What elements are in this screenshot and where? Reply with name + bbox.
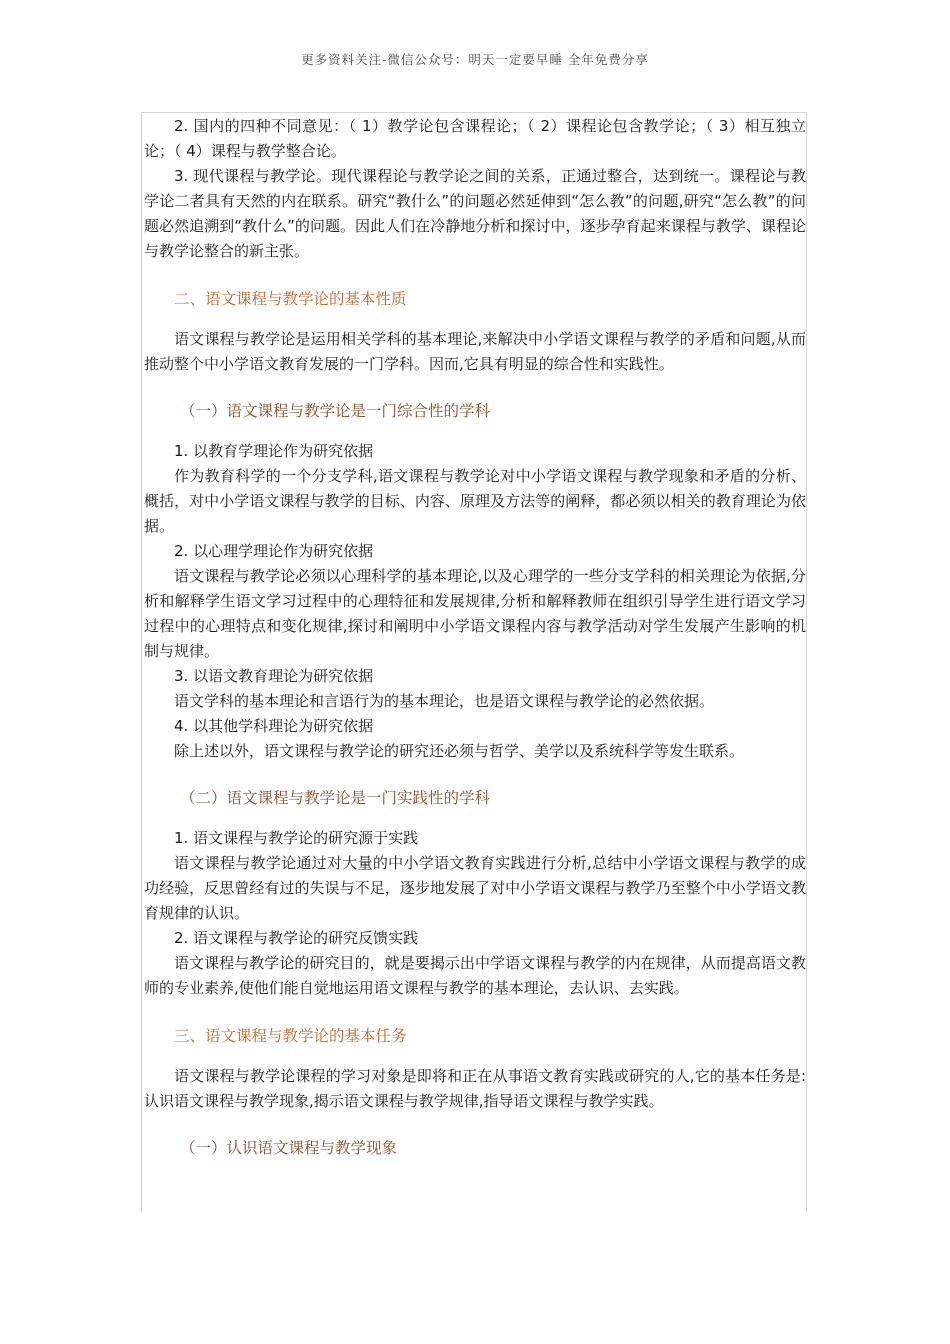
item-title-from-practice: 1. 语文课程与教学论的研究源于实践 [174,829,419,847]
item-body-pedagogy: 作为教育科学的一个分支学科,语文课程与教学论对中小学语文课程与教学现象和矛盾的分析、概括，对中小学语文课程与教学的目标、内容、原理及方法等的阐释，都必须以相关的教育理论为依据。 [144,467,806,535]
item-title-other-disciplines: 4. 以其他学科理论为研究依据 [174,717,374,735]
subsection-heading-comprehensive: （一）语文课程与教学论是一门综合性的学科 [180,402,491,420]
item-body-from-practice: 语文课程与教学论通过对大量的中小学语文教育实践进行分析,总结中小学语文课程与教学的成功经验，反思曾经有过的失误与不足，逐步地发展了对中小学语文课程与教学乃至整个中小学语文教育规律的认识。 [144,854,806,922]
item-body-language-education: 语文学科的基本理论和言语行为的基本理论，也是语文课程与教学论的必然依据。 [174,692,715,710]
document-body [144,114,806,1176]
section-heading-tasks: 三、语文课程与教学论的基本任务 [174,1027,407,1045]
paragraph-four-views: 2. 国内的四种不同意见：（ 1）教学论包含课程论；（ 2）课程论包含教学论；（ 3）相互独立论；（ 4）课程与教学整合论。 [144,117,806,160]
item-body-psychology: 语文课程与教学论必须以心理科学的基本理论,以及心理学的一些分支学科的相关理论为依据,分析和解释学生语文学习过程中的心理特征和发展规律,分析和解释教师在组织引导学生进行语文学习过程中的心理特点和变化规律,探讨和阐明中小学语文课程内容与教学活动对学生发展产生影响的机制与规律。 [144,567,806,660]
item-body-other-disciplines: 除上述以外，语文课程与教学论的研究还必须与哲学、美学以及系统科学等发生联系。 [174,742,745,760]
page-header: 更多资料关注-微信公众号：明天一定要早睡 全年免费分享 [301,52,649,67]
subsection-heading-phenomena: （一）认识语文课程与教学现象 [180,1139,398,1157]
item-title-language-education: 3. 以语文教育理论为研究依据 [174,667,374,685]
paragraph-modern-theory: 3. 现代课程与教学论。现代课程论与教学论之间的关系，正通过整合，达到统一。课程论与教学论二者具有天然的内在联系。研究“教什么”的问题必然延伸到“怎么教”的问题,研究“怎么教”的问题必然追溯到“教什么”的问题。因此人们在冷静地分析和探讨中，逐步孕育起来课程与教学、课程论与教学论整合的新主张。 [144,167,806,260]
paragraph-tasks-intro: 语文课程与教学论课程的学习对象是即将和正在从事语文教育实践或研究的人,它的基本任务是:认识语文课程与教学现象,揭示语文课程与教学规律,指导语文课程与教学实践。 [144,1067,806,1110]
subsection-heading-practical: （二）语文课程与教学论是一门实践性的学科 [180,789,491,807]
item-title-pedagogy: 1. 以教育学理论作为研究依据 [174,442,374,460]
section-heading-nature: 二、语文课程与教学论的基本性质 [174,290,407,308]
item-title-psychology: 2. 以心理学理论作为研究依据 [174,542,374,560]
item-title-feedback-practice: 2. 语文课程与教学论的研究反馈实践 [174,929,419,947]
paragraph-nature-intro: 语文课程与教学论是运用相关学科的基本理论,来解决中小学语文课程与教学的矛盾和问题,从而推动整个中小学语文教育发展的一门学科。因而,它具有明显的综合性和实践性。 [144,330,806,373]
item-body-feedback-practice: 语文课程与教学论的研究目的，就是要揭示出中学语文课程与教学的内在规律，从而提高语文教师的专业素养,使他们能自觉地运用语文课程与教学的基本理论，去认识、去实践。 [144,954,806,997]
